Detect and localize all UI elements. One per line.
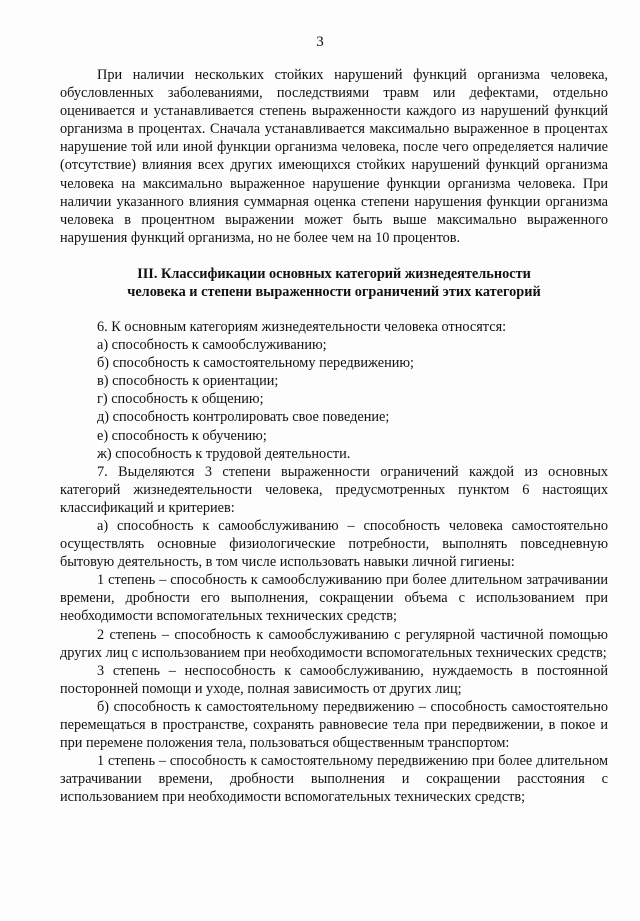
item7-a-paragraph: а) способность к самообслуживанию – способность человека самостоятельно осуществлять основные физиологические потребности, выполнять повседневную бытовую деятельность, в том числе использовать навыки личной гигиены: [60,517,608,571]
intro-paragraph: При наличии нескольких стойких нарушений функций организма человека, обусловленных заболеваниями, последствиями травм или дефектами, отдельно оценивается и устанавливается степень выраженности каждого из нарушений функций организма в процентах. Сначала устанавливается максимально выраженное в процентах нарушение той или иной функции организма человека, после чего определяется наличие (отсутствие) влияния всех других имеющихся стойких нарушений функций организма человека на максимально выраженное нарушение функции организма человека. При наличии указанного влияния суммарная оценка степени нарушения функции организма человека в процентном выражении может быть выше максимально выраженного нарушения функций организма, но не более чем на 10 процентов. [60,67,608,246]
item6-list-item-e: е) способность к обучению; [97,427,267,444]
item7-intro: 7. Выделяются 3 степени выраженности ограничений каждой из основных категорий жизнедеятельности человека, предусмотренных пунктом 6 настоящих классификаций и критериев: [60,463,608,516]
item7-a-degree3: 3 степень – неспособность к самообслуживанию, нуждаемость в постоянной посторонней помощи и уходе, полная зависимость от других лиц; [60,662,608,697]
section-heading-line1: III. Классификации основных категорий жизнедеятельности [137,265,531,282]
item6-list-item-d: д) способность контролировать свое поведение; [97,409,390,426]
page-number: 3 [316,34,324,50]
item7-b-paragraph: б) способность к самостоятельному передвижению – способность самостоятельно перемещаться в пространстве, сохранять равновесие тела при передвижении, в покое и при перемене положения тела, пользоваться общественным транспортом: [60,698,608,752]
item6-list-item-b: б) способность к самостоятельному передвижению; [97,355,415,372]
item7-b-degree1: 1 степень – способность к самостоятельному передвижению при более длительном затрачивании времени, дробности выполнения и сокращении расстояния с использованием при необходимости вспомогательных технических средств; [60,753,608,806]
item7-a-degree1: 1 степень – способность к самообслуживанию при более длительном затрачивании времени, дробности его выполнения, сокращении объема с использованием при необходимости вспомогательных технических средств; [60,572,608,625]
item6-list-item-g: г) способность к общению; [97,391,264,408]
item7-a-degree2: 2 степень – способность к самообслуживанию с регулярной частичной помощью других лиц с использованием при необходимости вспомогательных технических средств; [60,626,608,661]
item6-list-item-a: а) способность к самообслуживанию; [97,337,327,354]
section-heading [60,265,608,302]
section-heading-line2: человека и степени выраженности ограничений этих категорий [127,284,541,301]
item6-list-item-zh: ж) способность к трудовой деятельности. [97,445,351,462]
item6-intro: 6. К основным категориям жизнедеятельности человека относятся: [97,318,507,335]
document-body [60,66,608,806]
item6-list-item-v: в) способность к ориентации; [97,373,279,390]
